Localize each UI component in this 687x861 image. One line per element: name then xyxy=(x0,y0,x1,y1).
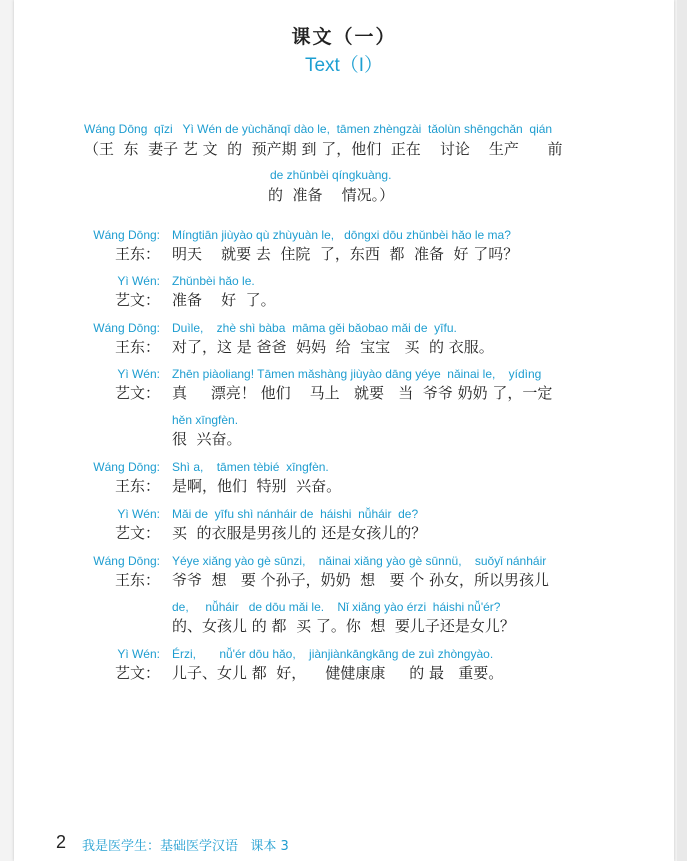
line-hanzi: 买 的衣服是男孩儿的 还是女孩儿的？ xyxy=(172,524,427,542)
speaker-hanzi: 艺文： xyxy=(114,291,160,309)
speaker-pinyin: Wáng Dōng: xyxy=(93,228,160,242)
line-hanzi: 准备 好 了。 xyxy=(172,291,276,309)
lesson-title-chinese: 课文（一） xyxy=(291,26,397,48)
lesson-title-english: Text（I） xyxy=(304,55,384,76)
line-pinyin: hěn xīngfèn. xyxy=(172,413,239,427)
intro-pinyin-line-2: de zhǔnbèi qíngkuàng. xyxy=(270,168,392,182)
speaker-pinyin: Yì Wén: xyxy=(117,647,160,661)
speaker-hanzi: 艺文： xyxy=(114,664,160,682)
intro-hanzi-line-1: （王 东 妻子 艺 文 的 预产期 到 了，他们 正在 讨论 生产 前 xyxy=(84,140,563,158)
speaker-pinyin: Yì Wén: xyxy=(117,367,160,381)
speaker-hanzi: 王东： xyxy=(114,245,160,263)
line-hanzi: 爷爷 想 要 个孙子，奶奶 想 要 个 孙女，所以男孩儿 xyxy=(172,571,549,589)
line-hanzi: 真 漂亮！ 他们 马上 就要 当 爷爷 奶奶 了，一定 xyxy=(172,384,553,402)
speaker-hanzi: 艺文： xyxy=(114,524,160,542)
page-number: 2 xyxy=(56,832,67,852)
line-pinyin: Mǎi de yīfu shì nánháir de háishi nǚháir de? xyxy=(172,507,419,521)
viewer-scroll-edge xyxy=(677,0,687,861)
line-pinyin: Érzi, nǚ'ér dōu hǎo, jiànjiànkāngkāng de zuì zhòngyào. xyxy=(172,647,494,661)
line-pinyin: Yéye xiǎng yào gè sūnzi, nǎinai xiǎng yào gè sūnnü, suǒyǐ nánháir xyxy=(172,554,547,568)
speaker-hanzi: 王东： xyxy=(114,571,160,589)
speaker-pinyin: Wáng Dōng: xyxy=(93,321,160,335)
line-pinyin: de, nǚháir de dōu mǎi le. Nǐ xiǎng yào érzi háishi nǚ'ér? xyxy=(172,600,501,614)
intro-pinyin-line-1: Wáng Dōng qīzi Yì Wén de yùchǎnqī dào le, tāmen zhèngzài tǎolùn shēngchǎn qián xyxy=(84,122,553,136)
line-hanzi: 的、女孩儿 的 都 买 了。你 想 要儿子还是女儿？ xyxy=(172,617,515,635)
line-hanzi: 很 兴奋。 xyxy=(172,430,242,448)
line-pinyin: Zhǔnbèi hǎo le. xyxy=(172,274,255,288)
line-hanzi: 对了，这 是 爸爸 妈妈 给 宝宝 买 的 衣服。 xyxy=(172,338,494,356)
line-pinyin: Míngtiān jiùyào qù zhùyuàn le, dōngxi dōu zhǔnbèi hǎo le ma? xyxy=(172,228,511,242)
speaker-hanzi: 王东： xyxy=(114,338,160,356)
speaker-hanzi: 王东： xyxy=(114,477,160,495)
speaker-pinyin: Wáng Dōng: xyxy=(93,554,160,568)
line-hanzi: 明天 就要 去 住院 了，东西 都 准备 好 了吗？ xyxy=(172,245,519,263)
line-pinyin: Shì a, tāmen tèbié xīngfèn. xyxy=(172,460,329,474)
book-title-footer: 我是医学生：基础医学汉语 课本 3 xyxy=(82,839,289,854)
textbook-page xyxy=(14,0,674,861)
speaker-hanzi: 艺文： xyxy=(114,384,160,402)
intro-hanzi-line-2: 的 准备 情况。） xyxy=(268,186,395,204)
speaker-pinyin: Yì Wén: xyxy=(117,274,160,288)
line-hanzi: 儿子、女儿 都 好， 健健康康 的 最 重要。 xyxy=(172,664,504,682)
line-pinyin: Zhēn piàoliang! Tāmen mǎshàng jiùyào dāng yéye nǎinai le, yídìng xyxy=(172,367,542,381)
speaker-pinyin: Yì Wén: xyxy=(117,507,160,521)
speaker-pinyin: Wáng Dōng: xyxy=(93,460,160,474)
line-hanzi: 是啊，他们 特别 兴奋。 xyxy=(172,477,342,495)
line-pinyin: Duìle, zhè shì bàba māma gěi bǎobao mǎi de yīfu. xyxy=(172,321,457,335)
